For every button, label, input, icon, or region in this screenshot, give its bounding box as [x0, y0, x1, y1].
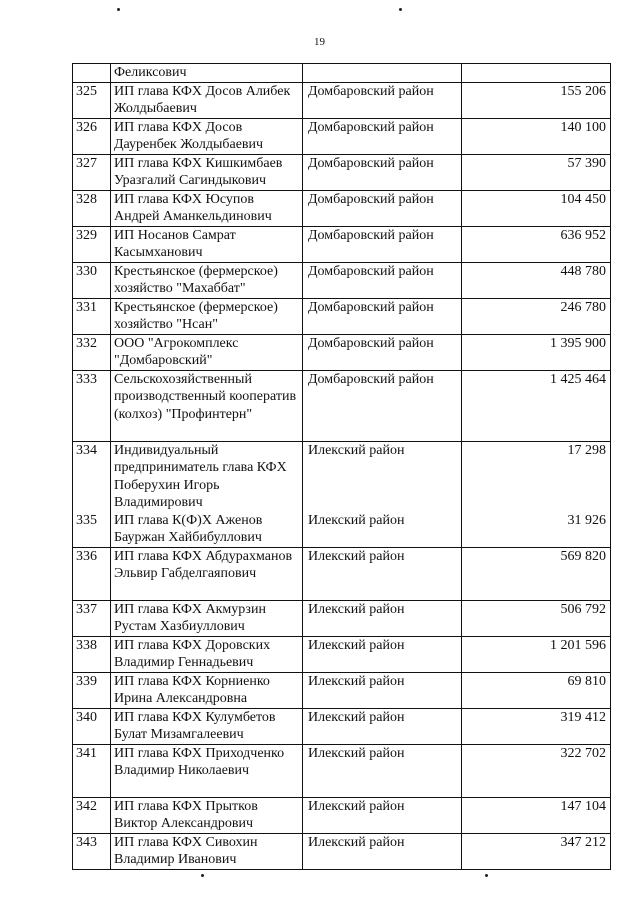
row-number-cell: 330 — [73, 262, 111, 298]
table-row — [73, 190, 611, 226]
amount-cell: 147 104 — [462, 797, 611, 833]
table-row — [73, 262, 611, 298]
district-cell: Илекский район — [303, 744, 462, 797]
amount-cell: 506 792 — [462, 600, 611, 636]
district-cell: Домбаровский район — [303, 370, 462, 441]
table-row — [73, 708, 611, 744]
row-number-cell: 340 — [73, 708, 111, 744]
district-cell: Домбаровский район — [303, 190, 462, 226]
recipient-name-cell: ИП глава КФХ Досов Алибек Жолдыбаевич — [111, 82, 303, 118]
district-cell: Илекский район — [303, 600, 462, 636]
table-row — [73, 797, 611, 833]
amount-cell: 322 702 — [462, 744, 611, 797]
page-number: 19 — [314, 36, 325, 48]
amount-cell: 1 395 900 — [462, 334, 611, 370]
table-row — [73, 547, 611, 600]
amount-cell: 69 810 — [462, 672, 611, 708]
row-number-cell: 338 — [73, 636, 111, 672]
district-cell — [303, 64, 462, 83]
district-cell: Домбаровский район — [303, 226, 462, 262]
district-cell: Домбаровский район — [303, 334, 462, 370]
row-number-cell: 342 — [73, 797, 111, 833]
recipient-name-cell: ООО "Агрокомплекс "Домбаровский" — [111, 334, 303, 370]
scan-dot — [485, 874, 488, 877]
recipient-name-cell: Крестьянское (фермерское) хозяйство "Махаббат" — [111, 262, 303, 298]
row-number-cell: 332 — [73, 334, 111, 370]
row-number-cell: 327 — [73, 154, 111, 190]
district-cell: Илекский район — [303, 636, 462, 672]
table-row — [73, 298, 611, 334]
scan-dot — [117, 8, 120, 11]
recipient-name-cell: ИП глава КФХ Прытков Виктор Александрович — [111, 797, 303, 833]
table-row — [73, 744, 611, 797]
amount-cell: 569 820 — [462, 547, 611, 600]
recipient-name-cell: ИП глава КФХ Кулумбетов Булат Мизамгалеевич — [111, 708, 303, 744]
table-row — [73, 370, 611, 441]
row-number-cell — [73, 64, 111, 83]
amount-cell — [462, 64, 611, 83]
district-cell: Домбаровский район — [303, 262, 462, 298]
recipient-name-cell: ИП глава КФХ Сивохин Владимир Иванович — [111, 833, 303, 869]
table-row — [73, 82, 611, 118]
amount-cell: 57 390 — [462, 154, 611, 190]
table-row — [73, 334, 611, 370]
row-number-cell: 334 — [73, 441, 111, 512]
table-row — [73, 118, 611, 154]
row-number-cell: 325 — [73, 82, 111, 118]
amount-cell: 1 425 464 — [462, 370, 611, 441]
row-number-cell: 343 — [73, 833, 111, 869]
amount-cell: 17 298 — [462, 441, 611, 512]
district-cell: Илекский район — [303, 833, 462, 869]
scan-dot — [399, 8, 402, 11]
district-cell: Илекский район — [303, 547, 462, 600]
district-cell: Домбаровский район — [303, 298, 462, 334]
recipient-name-cell: ИП Носанов Самрат Касымханович — [111, 226, 303, 262]
recipient-name-cell: ИП глава КФХ Юсупов Андрей Аманкельдинович — [111, 190, 303, 226]
row-number-cell: 336 — [73, 547, 111, 600]
row-number-cell: 339 — [73, 672, 111, 708]
recipient-name-cell: ИП глава К(Ф)Х Аженов Бауржан Хайбибуллович — [111, 512, 303, 548]
row-number-cell: 335 — [73, 512, 111, 548]
recipient-name-cell: ИП глава КФХ Доровских Владимир Геннадьевич — [111, 636, 303, 672]
recipient-name-cell: Индивидуальный предприниматель глава КФХ Поберухин Игорь Владимирович — [111, 441, 303, 512]
table-row — [73, 64, 611, 83]
amount-cell: 246 780 — [462, 298, 611, 334]
scan-dot — [201, 874, 204, 877]
amount-cell: 319 412 — [462, 708, 611, 744]
district-cell: Илекский район — [303, 441, 462, 512]
table-row — [73, 636, 611, 672]
district-cell: Домбаровский район — [303, 82, 462, 118]
row-number-cell: 331 — [73, 298, 111, 334]
table-row — [73, 441, 611, 512]
district-cell: Илекский район — [303, 708, 462, 744]
amount-cell: 1 201 596 — [462, 636, 611, 672]
registry-table — [72, 63, 611, 870]
district-cell: Илекский район — [303, 672, 462, 708]
district-cell: Илекский район — [303, 797, 462, 833]
recipient-name-cell: ИП глава КФХ Кишкимбаев Уразгалий Сагиндыкович — [111, 154, 303, 190]
row-number-cell: 328 — [73, 190, 111, 226]
table-row — [73, 672, 611, 708]
row-number-cell: 333 — [73, 370, 111, 441]
district-cell: Домбаровский район — [303, 118, 462, 154]
recipient-name-cell: ИП глава КФХ Абдурахманов Эльвир Габделгаяпович — [111, 547, 303, 600]
row-number-cell: 326 — [73, 118, 111, 154]
district-cell: Илекский район — [303, 512, 462, 548]
table-row — [73, 833, 611, 869]
recipient-name-cell: Феликсович — [111, 64, 303, 83]
table-row — [73, 512, 611, 548]
recipient-name-cell: ИП глава КФХ Акмурзин Рустам Хазбиуллович — [111, 600, 303, 636]
recipient-name-cell: Сельскохозяйственный производственный кооператив (колхоз) "Профинтерн" — [111, 370, 303, 441]
row-number-cell: 341 — [73, 744, 111, 797]
amount-cell: 104 450 — [462, 190, 611, 226]
amount-cell: 155 206 — [462, 82, 611, 118]
amount-cell: 31 926 — [462, 512, 611, 548]
row-number-cell: 337 — [73, 600, 111, 636]
table-row — [73, 154, 611, 190]
amount-cell: 448 780 — [462, 262, 611, 298]
recipient-name-cell: ИП глава КФХ Корниенко Ирина Александровна — [111, 672, 303, 708]
amount-cell: 636 952 — [462, 226, 611, 262]
table-row — [73, 226, 611, 262]
table-row — [73, 600, 611, 636]
row-number-cell: 329 — [73, 226, 111, 262]
amount-cell: 140 100 — [462, 118, 611, 154]
recipient-name-cell: ИП глава КФХ Досов Дауренбек Жолдыбаевич — [111, 118, 303, 154]
amount-cell: 347 212 — [462, 833, 611, 869]
recipient-name-cell: ИП глава КФХ Приходченко Владимир Николаевич — [111, 744, 303, 797]
recipient-name-cell: Крестьянское (фермерское) хозяйство "Нсан" — [111, 298, 303, 334]
district-cell: Домбаровский район — [303, 154, 462, 190]
